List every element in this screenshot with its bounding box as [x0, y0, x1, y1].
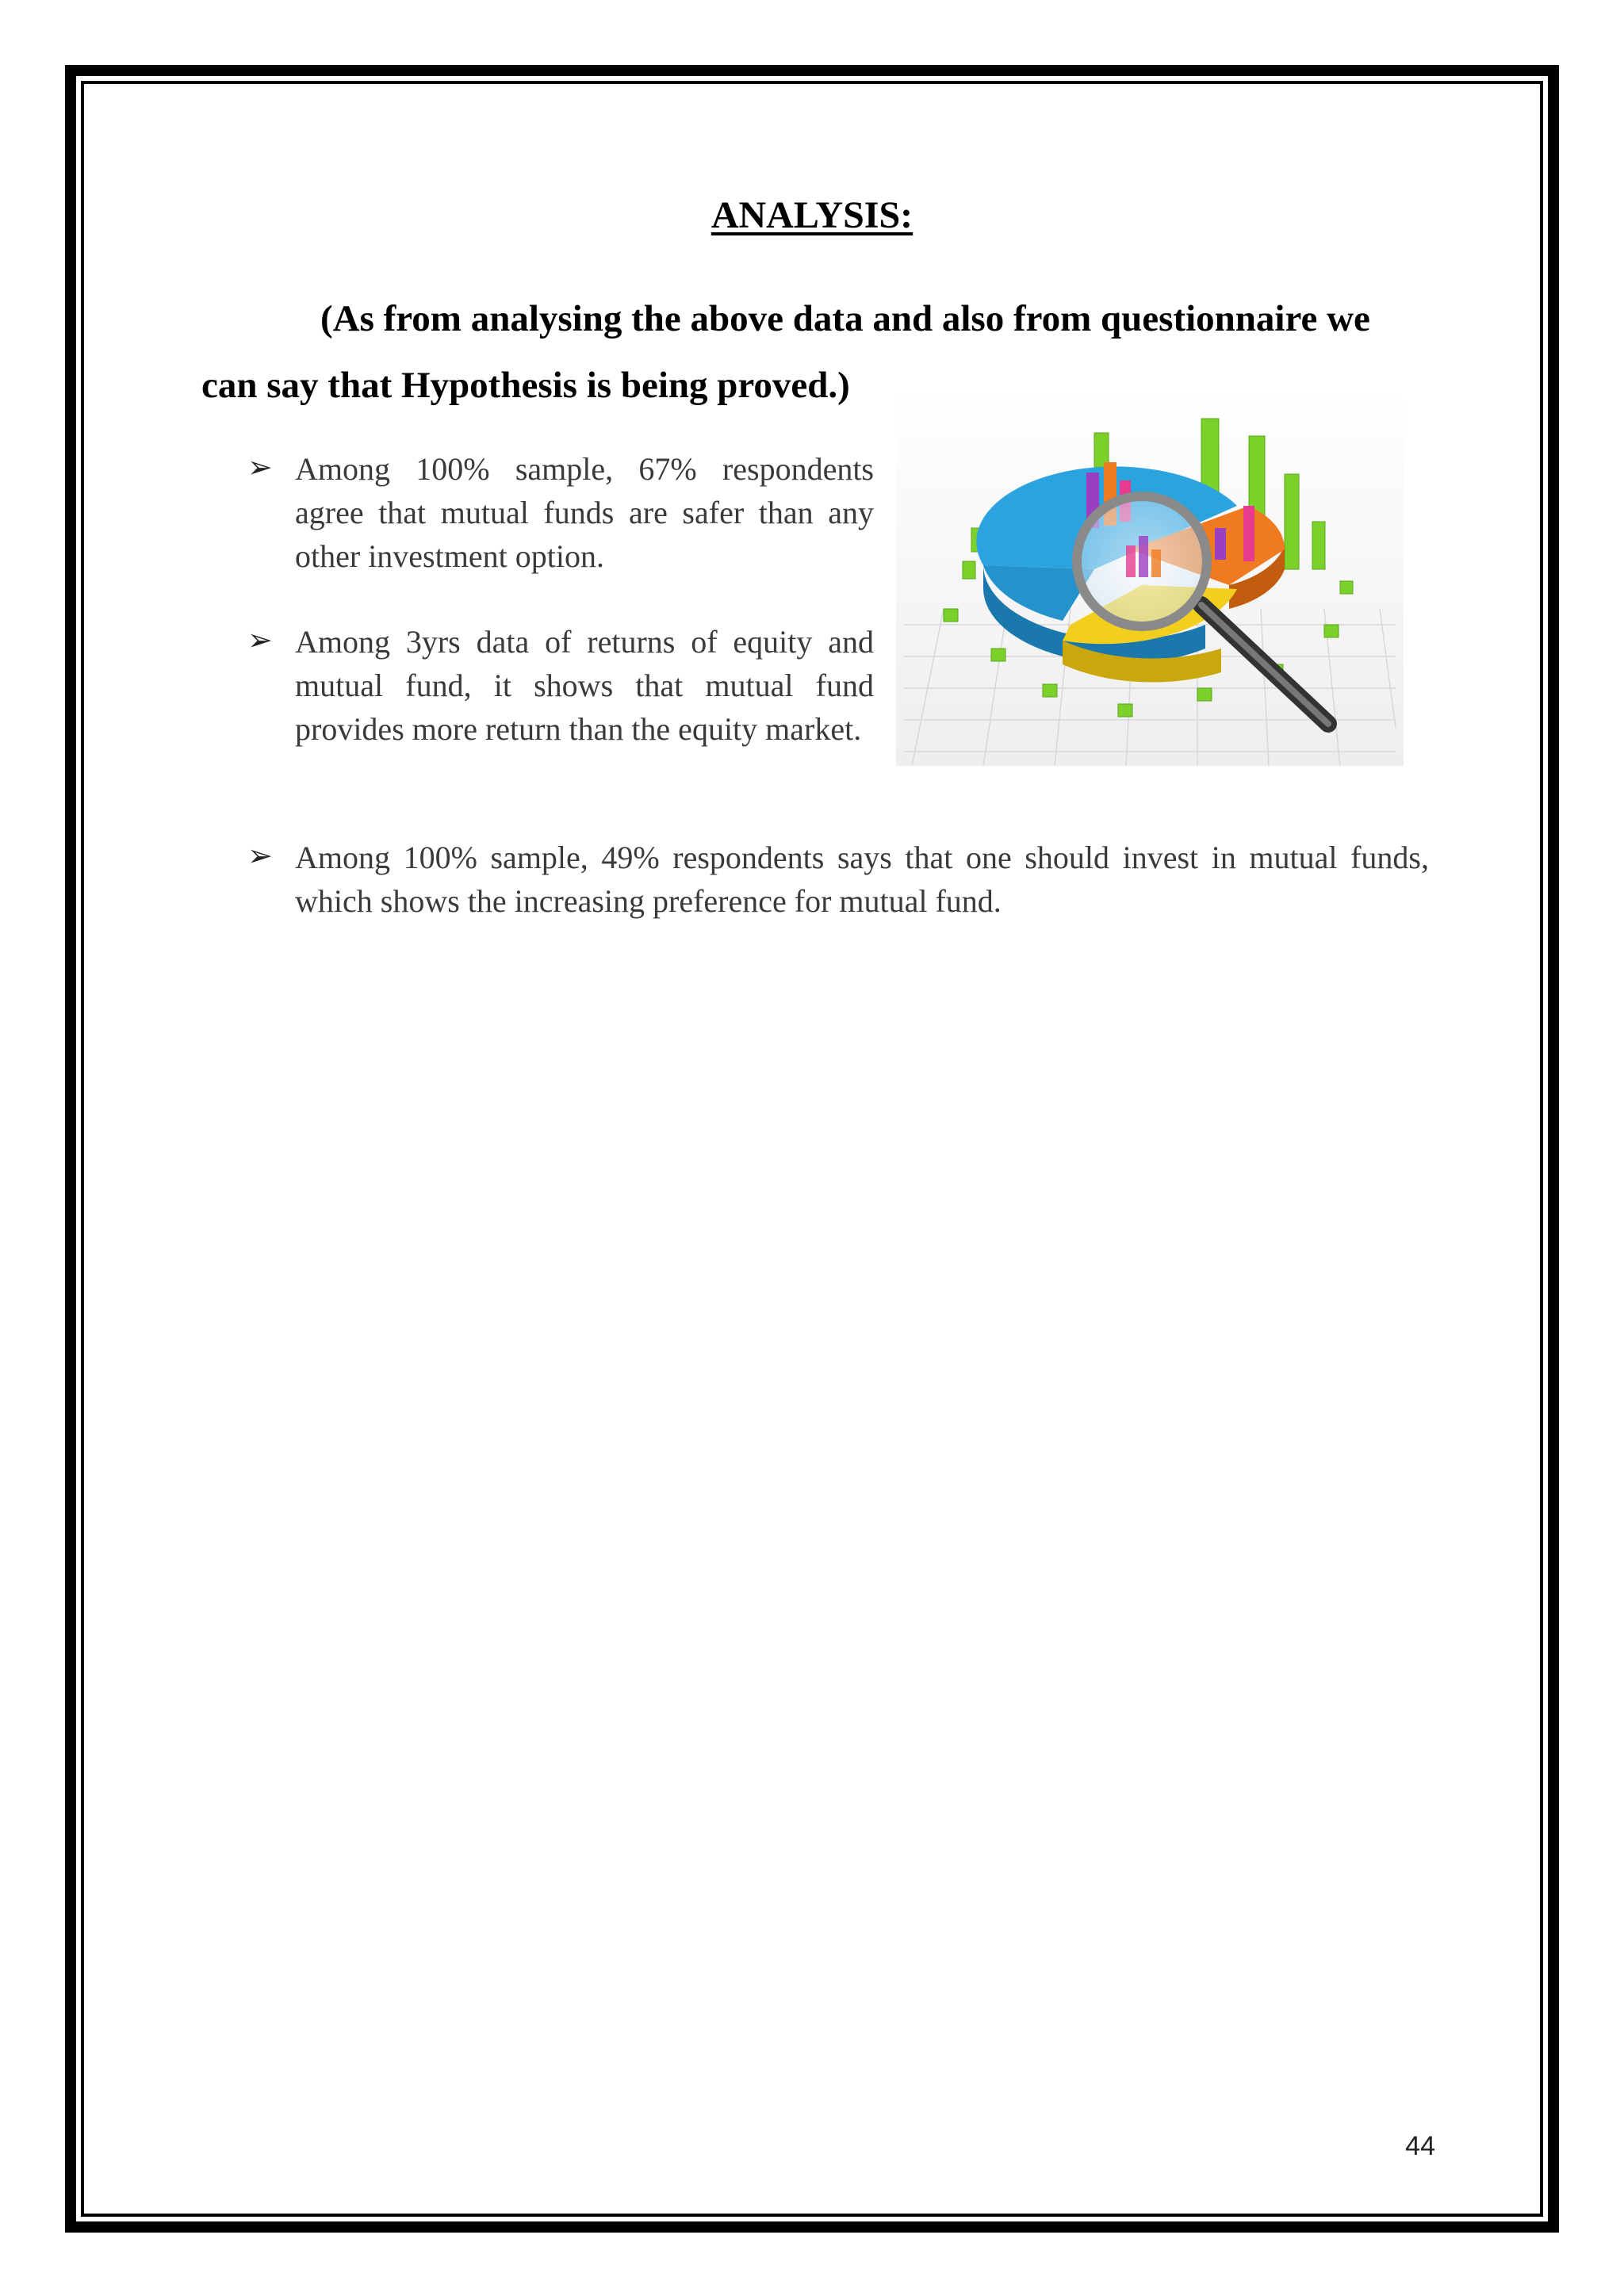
list-item: [247, 620, 874, 751]
arrowhead-bullet-icon: ➢: [247, 450, 273, 484]
section-heading: ANALYSIS:: [710, 194, 914, 236]
pie-chart-magnifier-illustration: [896, 387, 1404, 766]
list-item-text: Among 100% sample, 49% respondents says that one should invest in mutual funds, which shows the increasing preference for mutual fund.: [295, 840, 1429, 919]
list-item: [247, 447, 874, 578]
intro-statement: (As from analysing the above data and also from questionnaire we can say that Hypothesis is being proved.): [201, 298, 1370, 406]
list-item-text: Among 3yrs data of returns of equity and mutual fund, it shows that mutual fund provides more return than the equity market.: [295, 624, 874, 747]
page-number: 44: [1405, 2131, 1435, 2161]
arrowhead-bullet-icon: ➢: [247, 838, 273, 873]
list-item-text: Among 100% sample, 67% respondents agree that mutual funds are safer than any other investment option.: [295, 451, 874, 574]
list-item: [247, 836, 1429, 923]
arrowhead-bullet-icon: ➢: [247, 622, 273, 657]
